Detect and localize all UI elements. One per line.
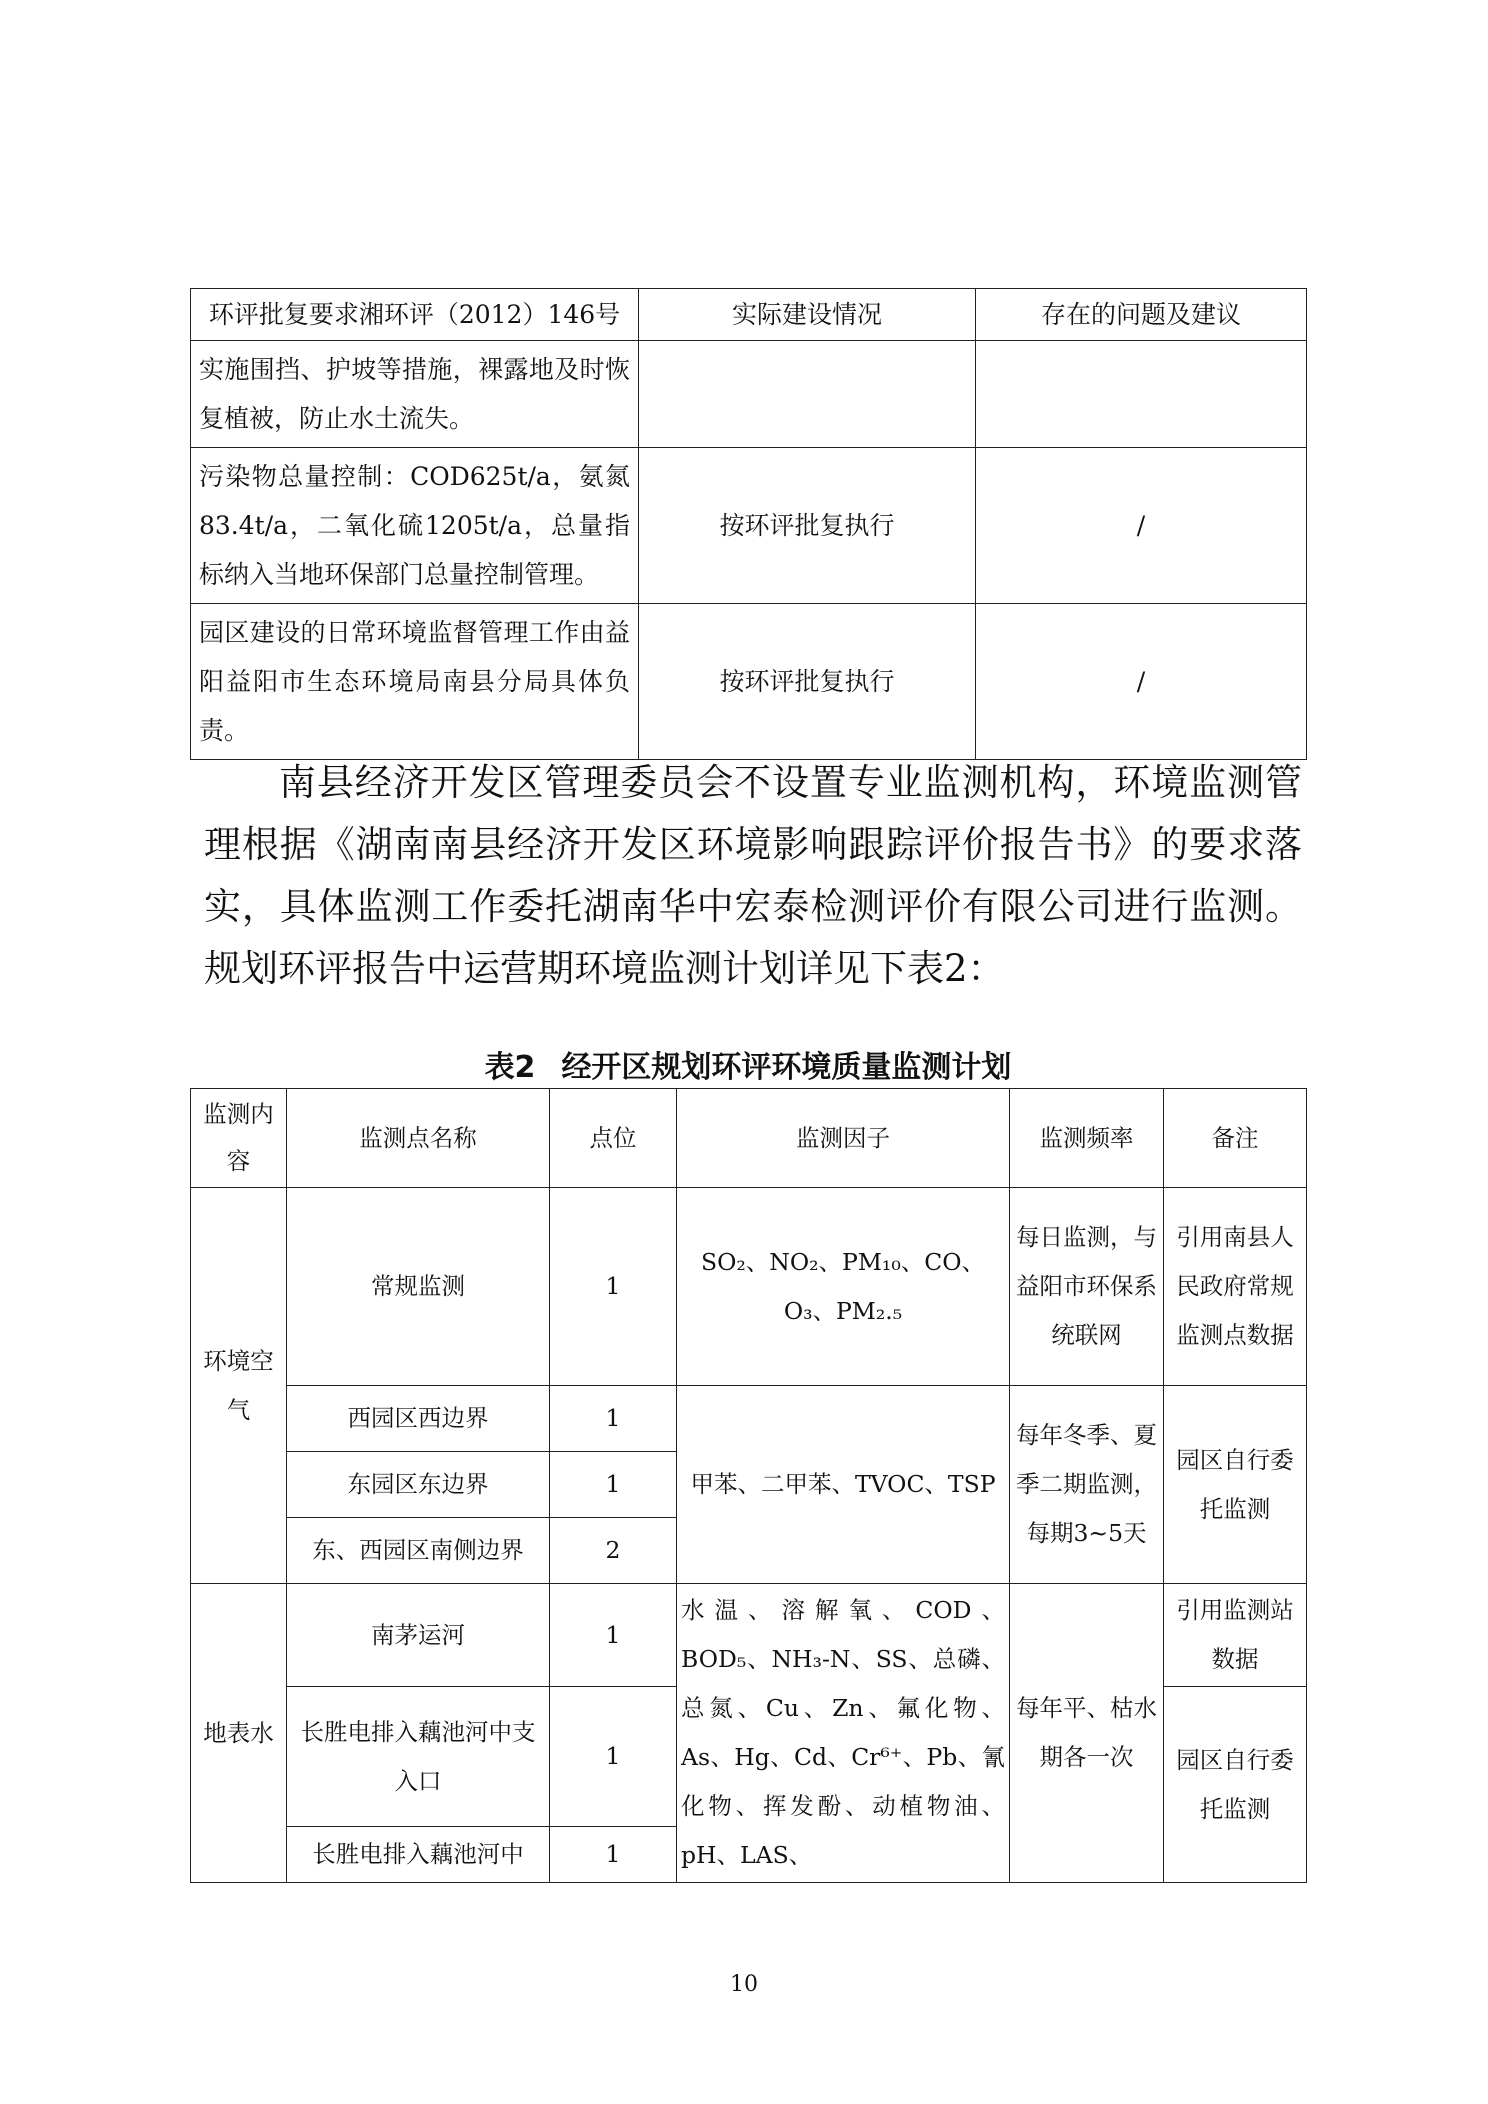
paragraph-text: 南县经济开发区管理委员会不设置专业监测机构，环境监测管理根据《湖南南县经济开发区环境影响跟踪评价报告书》的要求落实，具体监测工作委托湖南华中宏泰检测评价有限公司进行监测。规划环评报告中运营期环境监测计划详见下表2： <box>204 761 1302 990</box>
table-row <box>191 448 1307 604</box>
note-cell: 引用南县人民政府常规监测点数据 <box>1164 1188 1307 1386</box>
frequency-cell: 每年冬季、夏季二期监测，每期3~5天 <box>1010 1386 1164 1584</box>
status-cell: 按环评批复执行 <box>639 448 976 604</box>
note-cell: 园区自行委托监测 <box>1164 1687 1307 1883</box>
table-row <box>191 341 1307 448</box>
status-cell: 按环评批复执行 <box>639 604 976 760</box>
column-header-factors: 监测因子 <box>677 1089 1010 1188</box>
count-cell: 2 <box>550 1518 677 1584</box>
monitoring-plan-table <box>190 1088 1307 1883</box>
point-name-cell: 常规监测 <box>287 1188 550 1386</box>
column-header-status: 实际建设情况 <box>639 289 976 341</box>
requirement-cell: 污染物总量控制：COD625t/a，氨氮83.4t/a，二氧化硫1205t/a，总量指标纳入当地环保部门总量控制管理。 <box>191 448 639 604</box>
requirement-cell: 实施围挡、护坡等措施，裸露地及时恢复植被，防止水土流失。 <box>191 341 639 448</box>
category-cell-water: 地表水 <box>191 1584 287 1883</box>
factors-cell: SO₂、NO₂、PM₁₀、CO、O₃、PM₂.₅ <box>677 1188 1010 1386</box>
page-number: 10 <box>730 1972 758 1997</box>
approval-comparison-table <box>190 288 1307 760</box>
count-cell: 1 <box>550 1188 677 1386</box>
point-name-cell: 东、西园区南侧边界 <box>287 1518 550 1584</box>
note-cell: 园区自行委托监测 <box>1164 1386 1307 1584</box>
table-caption-number: 表2 <box>484 1050 536 1085</box>
table-row <box>191 1188 1307 1386</box>
issue-cell <box>976 341 1307 448</box>
count-cell: 1 <box>550 1386 677 1452</box>
column-header-count: 点位 <box>550 1089 677 1188</box>
column-header-note: 备注 <box>1164 1089 1307 1188</box>
point-name-cell: 东园区东边界 <box>287 1452 550 1518</box>
factors-cell: 水温、溶解氧、COD、BOD₅、NH₃-N、SS、总磷、总氮、Cu、Zn、氟化物、As、Hg、Cd、Cr⁶⁺、Pb、氰化物、挥发酚、动植物油、pH、LAS、 <box>677 1584 1010 1883</box>
table-caption-title: 经开区规划环评环境质量监测计划 <box>561 1050 1012 1085</box>
note-cell: 引用监测站数据 <box>1164 1584 1307 1687</box>
point-name-cell: 西园区西边界 <box>287 1386 550 1452</box>
column-header-requirement: 环评批复要求湘环评（2012）146号 <box>191 289 639 341</box>
table-row <box>191 1584 1307 1687</box>
column-header-frequency: 监测频率 <box>1010 1089 1164 1188</box>
status-cell <box>639 341 976 448</box>
category-cell-air: 环境空气 <box>191 1188 287 1584</box>
body-paragraph <box>204 752 1302 1000</box>
frequency-cell: 每年平、枯水期各一次 <box>1010 1584 1164 1883</box>
table-row <box>191 1386 1307 1452</box>
factors-cell: 甲苯、二甲苯、TVOC、TSP <box>677 1386 1010 1584</box>
point-name-cell: 南茅运河 <box>287 1584 550 1687</box>
column-header-content: 监测内容 <box>191 1089 287 1188</box>
count-cell: 1 <box>550 1827 677 1883</box>
count-cell: 1 <box>550 1452 677 1518</box>
point-name-cell: 长胜电排入藕池河中 <box>287 1827 550 1883</box>
issue-cell: / <box>976 448 1307 604</box>
count-cell: 1 <box>550 1687 677 1827</box>
table-header-row <box>191 289 1307 341</box>
table-row <box>191 604 1307 760</box>
issue-cell: / <box>976 604 1307 760</box>
point-name-cell: 长胜电排入藕池河中支入口 <box>287 1687 550 1827</box>
frequency-cell: 每日监测，与益阳市环保系统联网 <box>1010 1188 1164 1386</box>
table-caption <box>190 1042 1306 1086</box>
column-header-issue: 存在的问题及建议 <box>976 289 1307 341</box>
table-header-row <box>191 1089 1307 1188</box>
count-cell: 1 <box>550 1584 677 1687</box>
column-header-point-name: 监测点名称 <box>287 1089 550 1188</box>
requirement-cell: 园区建设的日常环境监督管理工作由益阳益阳市生态环境局南县分局具体负责。 <box>191 604 639 760</box>
